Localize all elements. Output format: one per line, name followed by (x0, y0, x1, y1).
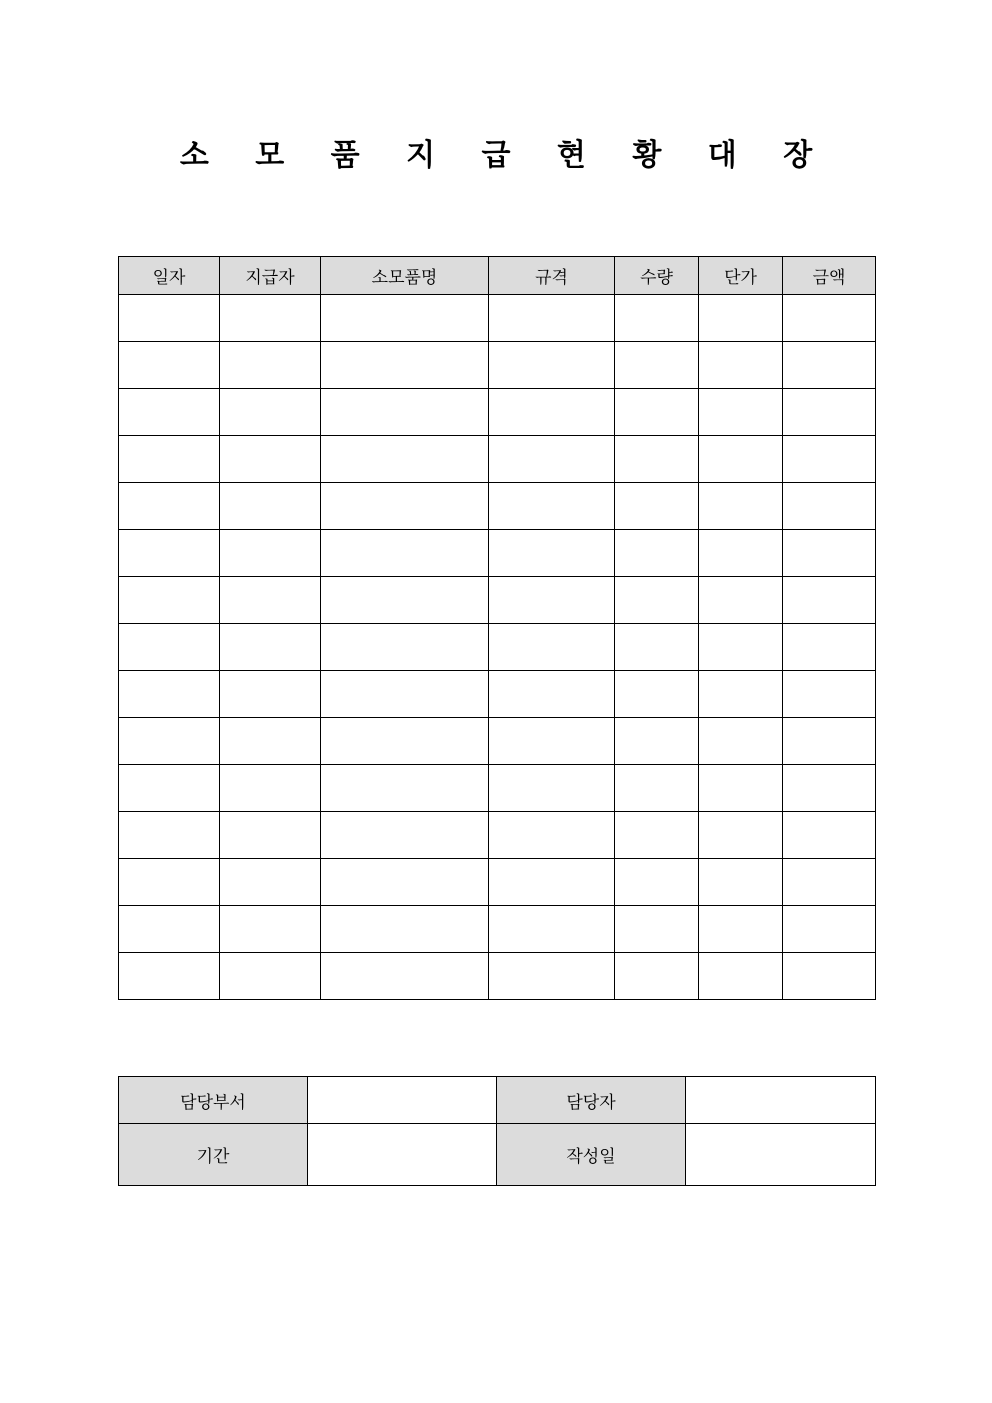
unit-price-cell[interactable] (699, 577, 783, 624)
spec-cell[interactable] (489, 953, 615, 1000)
item-name-cell[interactable] (321, 671, 489, 718)
date-cell[interactable] (119, 718, 220, 765)
unit-price-cell[interactable] (699, 530, 783, 577)
quantity-cell[interactable] (615, 483, 699, 530)
item-name-cell[interactable] (321, 530, 489, 577)
item-name-cell[interactable] (321, 389, 489, 436)
unit-price-cell[interactable] (699, 624, 783, 671)
spec-cell[interactable] (489, 859, 615, 906)
period-field[interactable] (308, 1124, 497, 1186)
spec-cell[interactable] (489, 342, 615, 389)
item-name-cell[interactable] (321, 436, 489, 483)
date-cell[interactable] (119, 906, 220, 953)
date-cell[interactable] (119, 624, 220, 671)
table-row (119, 765, 876, 812)
amount-cell[interactable] (783, 812, 876, 859)
manager-label: 담당자 (497, 1077, 686, 1124)
date-cell[interactable] (119, 389, 220, 436)
date-label: 작성일 (497, 1124, 686, 1186)
date-cell[interactable] (119, 342, 220, 389)
unit-price-cell[interactable] (699, 483, 783, 530)
item-name-cell[interactable] (321, 812, 489, 859)
issuer-cell[interactable] (220, 765, 321, 812)
amount-cell[interactable] (783, 436, 876, 483)
table-row (119, 859, 876, 906)
info-row-2 (119, 1124, 876, 1186)
spec-cell[interactable] (489, 530, 615, 577)
amount-cell[interactable] (783, 765, 876, 812)
table-row (119, 577, 876, 624)
document-title: 소 모 품 지 급 현 황 대 장 (179, 138, 831, 173)
issuer-cell[interactable] (220, 718, 321, 765)
info-table (118, 1076, 876, 1186)
quantity-cell[interactable] (615, 859, 699, 906)
unit-price-cell[interactable] (699, 342, 783, 389)
department-field[interactable] (308, 1077, 497, 1124)
item-name-cell[interactable] (321, 624, 489, 671)
item-name-cell[interactable] (321, 295, 489, 342)
amount-cell[interactable] (783, 577, 876, 624)
amount-cell[interactable] (783, 906, 876, 953)
header-date: 일자 (119, 257, 220, 295)
issuer-cell[interactable] (220, 342, 321, 389)
item-name-cell[interactable] (321, 765, 489, 812)
quantity-cell[interactable] (615, 718, 699, 765)
date-cell[interactable] (119, 483, 220, 530)
date-cell[interactable] (119, 436, 220, 483)
table-row (119, 953, 876, 1000)
date-cell[interactable] (119, 812, 220, 859)
table-row (119, 624, 876, 671)
ledger-body (119, 295, 876, 1000)
quantity-cell[interactable] (615, 671, 699, 718)
spec-cell[interactable] (489, 906, 615, 953)
issuer-cell[interactable] (220, 436, 321, 483)
amount-cell[interactable] (783, 953, 876, 1000)
quantity-cell[interactable] (615, 953, 699, 1000)
item-name-cell[interactable] (321, 483, 489, 530)
issuer-cell[interactable] (220, 577, 321, 624)
amount-cell[interactable] (783, 530, 876, 577)
issuer-cell[interactable] (220, 295, 321, 342)
amount-cell[interactable] (783, 671, 876, 718)
item-name-cell[interactable] (321, 906, 489, 953)
quantity-cell[interactable] (615, 577, 699, 624)
spec-cell[interactable] (489, 671, 615, 718)
issuer-cell[interactable] (220, 812, 321, 859)
spec-cell[interactable] (489, 577, 615, 624)
issuer-cell[interactable] (220, 859, 321, 906)
header-spec: 규격 (489, 257, 615, 295)
header-amount: 금액 (783, 257, 876, 295)
table-row (119, 671, 876, 718)
department-label: 담당부서 (119, 1077, 308, 1124)
unit-price-cell[interactable] (699, 765, 783, 812)
table-row (119, 342, 876, 389)
spec-cell[interactable] (489, 624, 615, 671)
table-row (119, 906, 876, 953)
info-row-1 (119, 1077, 876, 1124)
manager-field[interactable] (686, 1077, 876, 1124)
issuer-cell[interactable] (220, 483, 321, 530)
unit-price-cell[interactable] (699, 295, 783, 342)
unit-price-cell[interactable] (699, 812, 783, 859)
amount-cell[interactable] (783, 295, 876, 342)
header-item-name: 소모품명 (321, 257, 489, 295)
issuer-cell[interactable] (220, 389, 321, 436)
unit-price-cell[interactable] (699, 953, 783, 1000)
date-cell[interactable] (119, 530, 220, 577)
unit-price-cell[interactable] (699, 906, 783, 953)
quantity-cell[interactable] (615, 765, 699, 812)
date-cell[interactable] (119, 765, 220, 812)
header-unit-price: 단가 (699, 257, 783, 295)
quantity-cell[interactable] (615, 530, 699, 577)
quantity-cell[interactable] (615, 812, 699, 859)
period-label: 기간 (119, 1124, 308, 1186)
table-row (119, 483, 876, 530)
table-row (119, 530, 876, 577)
issuer-cell[interactable] (220, 624, 321, 671)
amount-cell[interactable] (783, 859, 876, 906)
item-name-cell[interactable] (321, 718, 489, 765)
unit-price-cell[interactable] (699, 671, 783, 718)
spec-cell[interactable] (489, 389, 615, 436)
item-name-cell[interactable] (321, 577, 489, 624)
table-row (119, 295, 876, 342)
quantity-cell[interactable] (615, 342, 699, 389)
item-name-cell[interactable] (321, 953, 489, 1000)
quantity-cell[interactable] (615, 295, 699, 342)
supply-ledger-table (118, 256, 876, 1000)
issuer-cell[interactable] (220, 953, 321, 1000)
date-cell[interactable] (119, 953, 220, 1000)
unit-price-cell[interactable] (699, 436, 783, 483)
header-issuer: 지급자 (220, 257, 321, 295)
table-header-row (119, 257, 876, 295)
unit-price-cell[interactable] (699, 389, 783, 436)
unit-price-cell[interactable] (699, 718, 783, 765)
spec-cell[interactable] (489, 295, 615, 342)
quantity-cell[interactable] (615, 436, 699, 483)
spec-cell[interactable] (489, 812, 615, 859)
spec-cell[interactable] (489, 483, 615, 530)
spec-cell[interactable] (489, 765, 615, 812)
date-cell[interactable] (119, 577, 220, 624)
date-cell[interactable] (119, 671, 220, 718)
date-cell[interactable] (119, 859, 220, 906)
amount-cell[interactable] (783, 342, 876, 389)
spec-cell[interactable] (489, 436, 615, 483)
date-cell[interactable] (119, 295, 220, 342)
table-row (119, 436, 876, 483)
amount-cell[interactable] (783, 718, 876, 765)
table-row (119, 389, 876, 436)
item-name-cell[interactable] (321, 342, 489, 389)
amount-cell[interactable] (783, 483, 876, 530)
amount-cell[interactable] (783, 624, 876, 671)
amount-cell[interactable] (783, 389, 876, 436)
table-row (119, 812, 876, 859)
issuer-cell[interactable] (220, 530, 321, 577)
quantity-cell[interactable] (615, 906, 699, 953)
unit-price-cell[interactable] (699, 859, 783, 906)
date-field[interactable] (686, 1124, 876, 1186)
table-row (119, 718, 876, 765)
quantity-cell[interactable] (615, 624, 699, 671)
issuer-cell[interactable] (220, 906, 321, 953)
item-name-cell[interactable] (321, 859, 489, 906)
spec-cell[interactable] (489, 718, 615, 765)
issuer-cell[interactable] (220, 671, 321, 718)
header-quantity: 수량 (615, 257, 699, 295)
quantity-cell[interactable] (615, 389, 699, 436)
